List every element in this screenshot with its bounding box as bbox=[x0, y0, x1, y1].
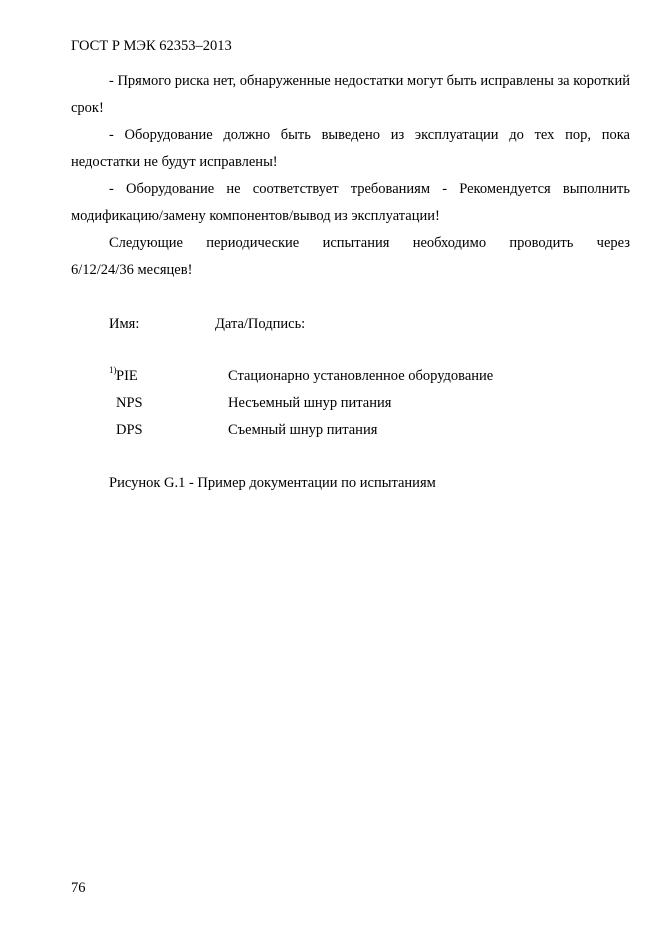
legend-row bbox=[109, 422, 630, 449]
legend-description: Стационарно установленное оборудование bbox=[228, 368, 494, 384]
page-number: 76 bbox=[71, 880, 86, 896]
legend-row bbox=[109, 365, 630, 395]
legend-description: Несъемный шнур питания bbox=[228, 395, 392, 411]
date-signature-label: Дата/Подпись: bbox=[215, 316, 306, 332]
legend-code: PIE bbox=[116, 368, 138, 384]
legend-row bbox=[109, 395, 630, 422]
paragraph-not-compliant: - Оборудование не соответствует требованиям - Рекомендуется выполнить модификацию/замену компонентов/вывод из эксплуатации! bbox=[71, 181, 630, 224]
legend-description: Съемный шнур питания bbox=[228, 422, 378, 438]
paragraph-remove-from-service: - Оборудование должно быть выведено из эксплуатации до тех пор, пока недостатки не будут исправлены! bbox=[71, 127, 630, 170]
paragraph-no-direct-risk: - Прямого риска нет, обнаруженные недостатки могут быть исправлены за короткий срок! bbox=[71, 73, 630, 116]
periodic-tests-line-1: Следующие периодические испытания необходимо проводить через bbox=[109, 235, 630, 251]
name-label: Имя: bbox=[109, 316, 140, 332]
periodic-tests-line-2: 6/12/24/36 месяцев! bbox=[71, 262, 193, 278]
document-header: ГОСТ Р МЭК 62353–2013 bbox=[71, 38, 232, 54]
abbreviation-legend bbox=[109, 365, 630, 449]
figure-caption: Рисунок G.1 - Пример документации по испытаниям bbox=[109, 475, 436, 491]
legend-code: DPS bbox=[116, 422, 143, 438]
footnote-mark: 1) bbox=[109, 365, 117, 375]
legend-code: NPS bbox=[116, 395, 143, 411]
paragraph-periodic-tests bbox=[71, 230, 630, 284]
